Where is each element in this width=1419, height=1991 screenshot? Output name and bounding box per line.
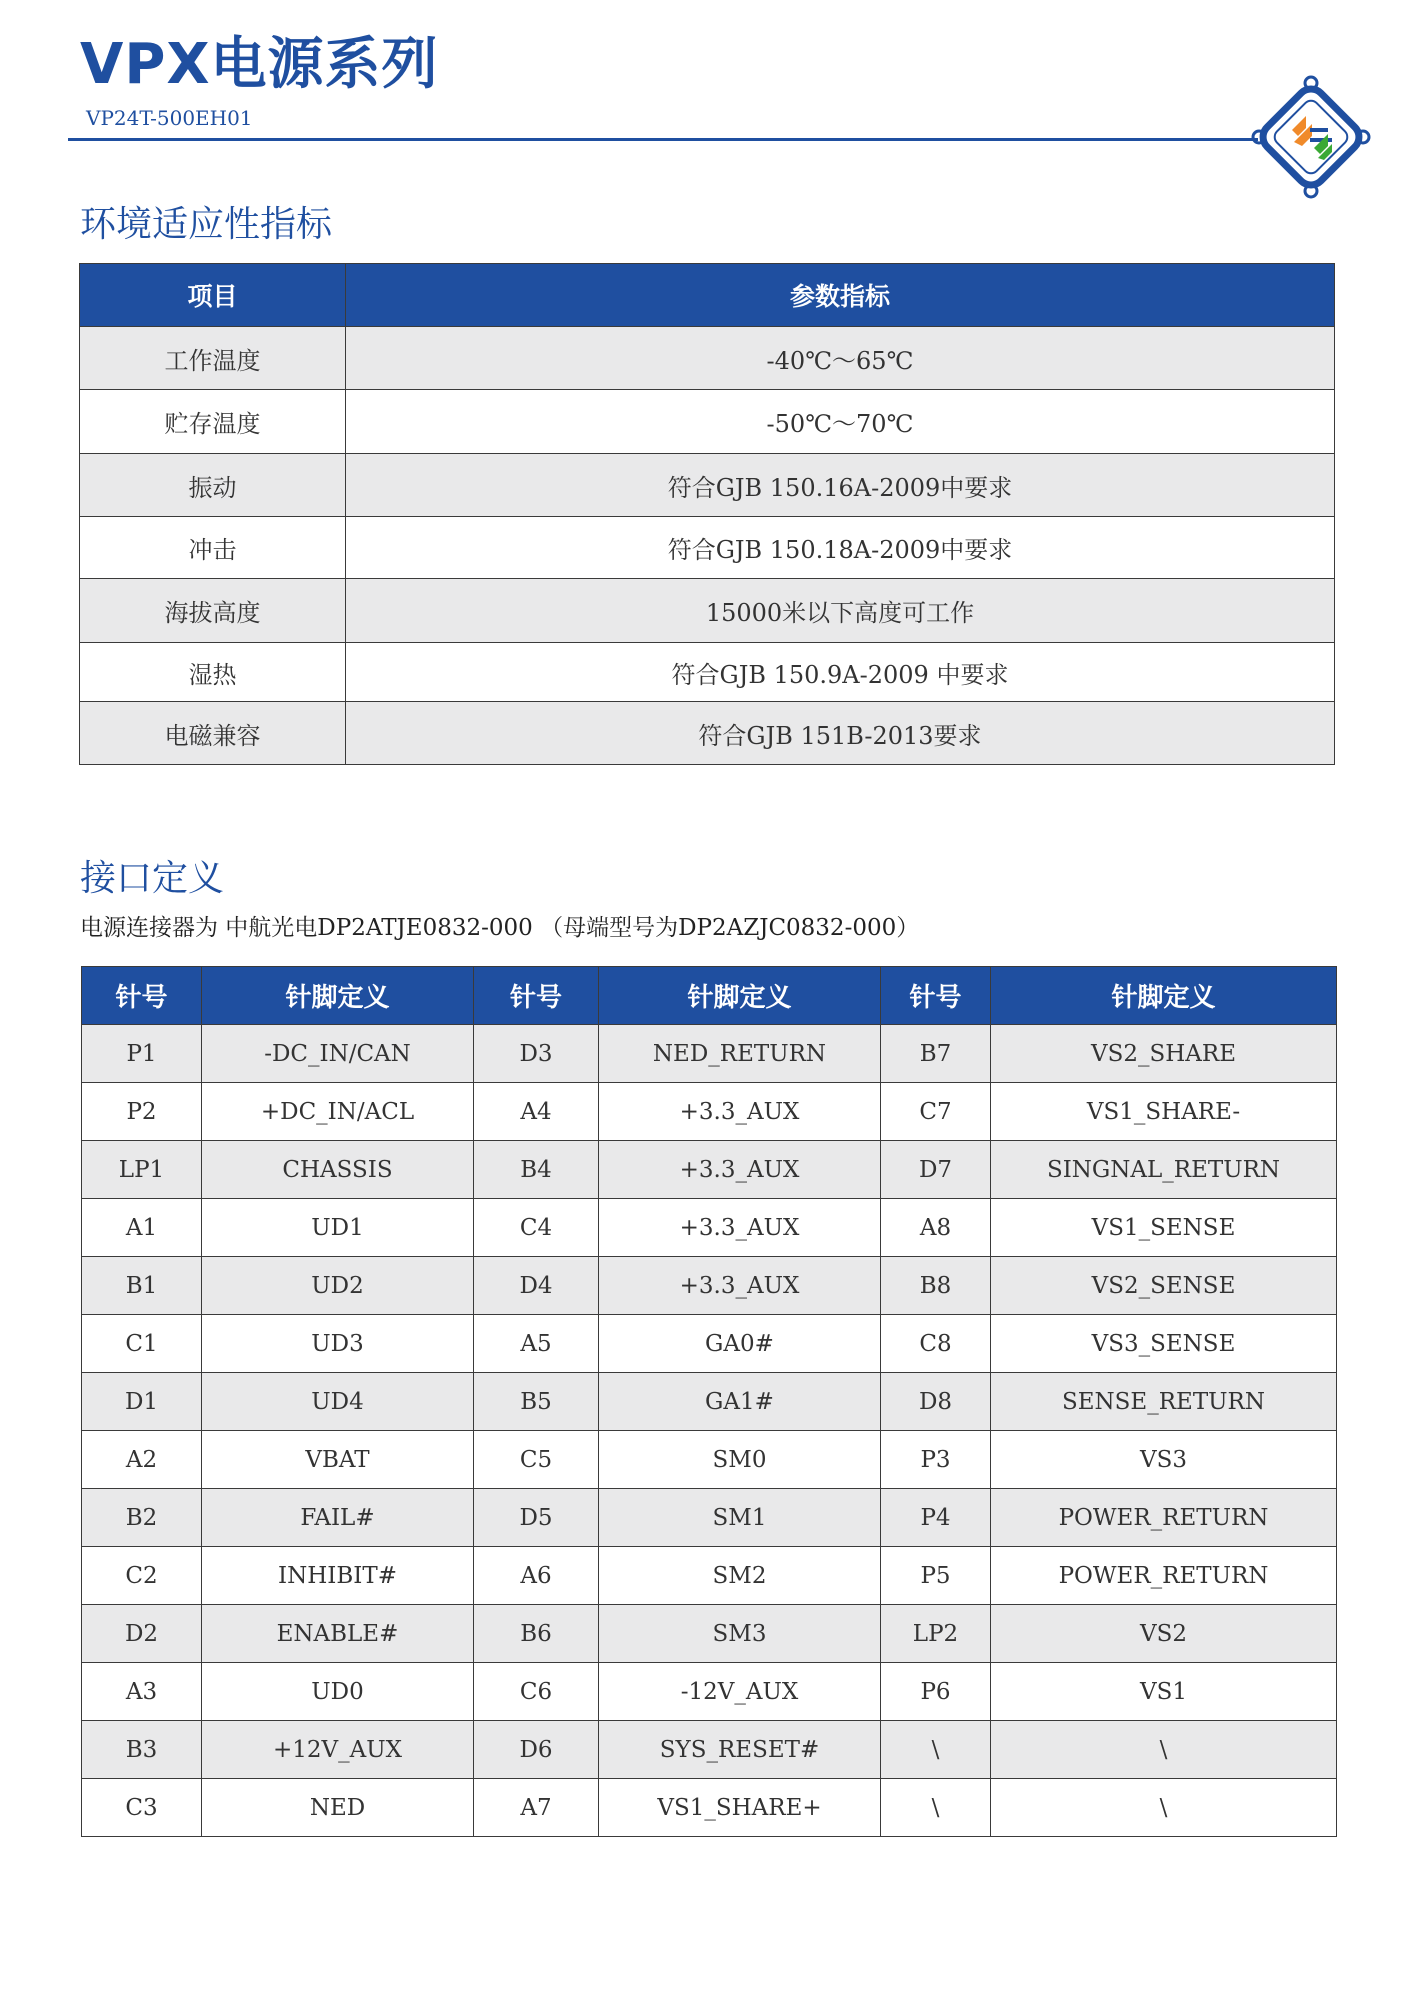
env-item-cell: 贮存温度 — [80, 390, 346, 454]
pin-definition-cell: VS2_SENSE — [991, 1257, 1337, 1315]
env-item-cell: 冲击 — [80, 517, 346, 579]
table-row — [82, 1721, 1337, 1779]
env-section-title: 环境适应性指标 — [80, 204, 333, 245]
pin-number-cell: B2 — [82, 1489, 202, 1547]
table-row — [80, 327, 1335, 390]
pin-definition-cell: VS1 — [991, 1663, 1337, 1721]
table-row — [80, 579, 1335, 643]
pin-number-cell: A1 — [82, 1199, 202, 1257]
env-value-cell: 15000米以下高度可工作 — [346, 579, 1335, 643]
pin-number-cell: P3 — [881, 1431, 991, 1489]
column-header-item: 项目 — [80, 264, 346, 327]
pin-number-cell: C1 — [82, 1315, 202, 1373]
pin-definition-cell: SYS_RESET# — [599, 1721, 881, 1779]
table-header-row — [80, 264, 1335, 327]
env-item-cell: 工作温度 — [80, 327, 346, 390]
pin-number-cell: C4 — [474, 1199, 599, 1257]
pin-definition-cell: VS1_SHARE- — [991, 1083, 1337, 1141]
brand-title: VPX电源系列 — [80, 32, 439, 97]
column-header-definition: 针脚定义 — [991, 967, 1337, 1025]
pin-number-cell: A2 — [82, 1431, 202, 1489]
table-row — [82, 1199, 1337, 1257]
pin-number-cell: A7 — [474, 1779, 599, 1837]
pin-definition-cell: VS2_SHARE — [991, 1025, 1337, 1083]
table-row — [80, 454, 1335, 517]
header-divider — [68, 138, 1258, 141]
table-row — [82, 1373, 1337, 1431]
pin-number-cell: B4 — [474, 1141, 599, 1199]
pin-number-cell: D1 — [82, 1373, 202, 1431]
table-header-row — [82, 967, 1337, 1025]
pin-number-cell: B6 — [474, 1605, 599, 1663]
pin-number-cell: A4 — [474, 1083, 599, 1141]
table-row — [82, 1025, 1337, 1083]
pin-definition-cell: NED — [202, 1779, 474, 1837]
pin-definition-cell: VS2 — [991, 1605, 1337, 1663]
pin-definition-cell: \ — [991, 1779, 1337, 1837]
table-row — [80, 643, 1335, 702]
pin-definition-cell: GA1# — [599, 1373, 881, 1431]
table-row — [82, 1083, 1337, 1141]
pin-number-cell: C3 — [82, 1779, 202, 1837]
pin-definition-cell: ENABLE# — [202, 1605, 474, 1663]
pin-number-cell: D2 — [82, 1605, 202, 1663]
pin-definition-cell: +3.3_AUX — [599, 1257, 881, 1315]
pin-number-cell: C7 — [881, 1083, 991, 1141]
pin-number-cell: A8 — [881, 1199, 991, 1257]
pin-number-cell: B1 — [82, 1257, 202, 1315]
pin-definition-cell: +3.3_AUX — [599, 1199, 881, 1257]
pin-number-cell: C8 — [881, 1315, 991, 1373]
pin-number-cell: A3 — [82, 1663, 202, 1721]
pin-number-cell: D6 — [474, 1721, 599, 1779]
env-value-cell: 符合GJB 150.16A-2009中要求 — [346, 454, 1335, 517]
table-row — [82, 1547, 1337, 1605]
table-row — [82, 1315, 1337, 1373]
pin-definition-cell: -12V_AUX — [599, 1663, 881, 1721]
env-value-cell: 符合GJB 150.9A-2009 中要求 — [346, 643, 1335, 702]
pin-number-cell: D3 — [474, 1025, 599, 1083]
pin-number-cell: P6 — [881, 1663, 991, 1721]
table-row — [80, 390, 1335, 454]
env-spec-table — [79, 263, 1335, 765]
env-value-cell: 符合GJB 151B-2013要求 — [346, 702, 1335, 765]
pin-number-cell: B7 — [881, 1025, 991, 1083]
pin-definition-cell: VS3_SENSE — [991, 1315, 1337, 1373]
pin-number-cell: LP2 — [881, 1605, 991, 1663]
pin-number-cell: C6 — [474, 1663, 599, 1721]
table-row — [82, 1489, 1337, 1547]
column-header-pin: 针号 — [82, 967, 202, 1025]
env-item-cell: 湿热 — [80, 643, 346, 702]
pin-definition-cell: UD3 — [202, 1315, 474, 1373]
column-header-pin: 针号 — [881, 967, 991, 1025]
pin-number-cell: \ — [881, 1779, 991, 1837]
table-row — [82, 1431, 1337, 1489]
pin-number-cell: P1 — [82, 1025, 202, 1083]
pin-definition-cell: +3.3_AUX — [599, 1141, 881, 1199]
pin-definition-cell: -DC_IN/CAN — [202, 1025, 474, 1083]
table-row — [82, 1779, 1337, 1837]
pin-number-cell: P4 — [881, 1489, 991, 1547]
company-logo-icon — [1248, 72, 1374, 202]
pin-number-cell: C5 — [474, 1431, 599, 1489]
pin-number-cell: B5 — [474, 1373, 599, 1431]
pin-definition-cell: VS1_SENSE — [991, 1199, 1337, 1257]
env-item-cell: 电磁兼容 — [80, 702, 346, 765]
model-number: VP24T-500EH01 — [86, 106, 253, 130]
pins-section-title: 接口定义 — [80, 858, 225, 899]
env-item-cell: 海拔高度 — [80, 579, 346, 643]
pin-number-cell: D7 — [881, 1141, 991, 1199]
column-header-pin: 针号 — [474, 967, 599, 1025]
table-row — [82, 1605, 1337, 1663]
env-value-cell: -50℃～70℃ — [346, 390, 1335, 454]
pin-number-cell: \ — [881, 1721, 991, 1779]
table-row — [82, 1257, 1337, 1315]
pin-number-cell: B8 — [881, 1257, 991, 1315]
pin-number-cell: LP1 — [82, 1141, 202, 1199]
pin-number-cell: P5 — [881, 1547, 991, 1605]
pin-definition-cell: UD1 — [202, 1199, 474, 1257]
connector-note: 电源连接器为 中航光电DP2ATJE0832-000 （母端型号为DP2AZJC0832-000） — [80, 915, 920, 941]
env-item-cell: 振动 — [80, 454, 346, 517]
pin-definition-cell: SM3 — [599, 1605, 881, 1663]
pin-definition-cell: SM2 — [599, 1547, 881, 1605]
pin-definition-cell: VBAT — [202, 1431, 474, 1489]
pin-definition-cell: CHASSIS — [202, 1141, 474, 1199]
pin-definition-cell: GA0# — [599, 1315, 881, 1373]
pin-definition-cell: \ — [991, 1721, 1337, 1779]
pin-number-cell: D8 — [881, 1373, 991, 1431]
pin-definition-cell: INHIBIT# — [202, 1547, 474, 1605]
pin-definition-cell: POWER_RETURN — [991, 1489, 1337, 1547]
pin-definition-cell: VS1_SHARE+ — [599, 1779, 881, 1837]
table-row — [80, 702, 1335, 765]
pin-definition-cell: +3.3_AUX — [599, 1083, 881, 1141]
pin-definition-cell: UD4 — [202, 1373, 474, 1431]
table-row — [82, 1141, 1337, 1199]
pin-definition-cell: SM0 — [599, 1431, 881, 1489]
pin-definition-cell: POWER_RETURN — [991, 1547, 1337, 1605]
pin-number-cell: D4 — [474, 1257, 599, 1315]
pin-number-cell: A6 — [474, 1547, 599, 1605]
env-value-cell: 符合GJB 150.18A-2009中要求 — [346, 517, 1335, 579]
pin-definition-cell: SINGNAL_RETURN — [991, 1141, 1337, 1199]
table-row — [82, 1663, 1337, 1721]
pin-definition-cell: NED_RETURN — [599, 1025, 881, 1083]
pin-definition-cell: SENSE_RETURN — [991, 1373, 1337, 1431]
pin-definition-cell: VS3 — [991, 1431, 1337, 1489]
pin-number-cell: D5 — [474, 1489, 599, 1547]
table-row — [80, 517, 1335, 579]
pin-definition-cell: UD0 — [202, 1663, 474, 1721]
pin-definition-cell: UD2 — [202, 1257, 474, 1315]
pin-definition-cell: FAIL# — [202, 1489, 474, 1547]
pin-number-cell: B3 — [82, 1721, 202, 1779]
pin-definition-cell: +DC_IN/ACL — [202, 1083, 474, 1141]
pin-definition-cell: SM1 — [599, 1489, 881, 1547]
env-value-cell: -40℃～65℃ — [346, 327, 1335, 390]
column-header-definition: 针脚定义 — [202, 967, 474, 1025]
pin-definition-table — [81, 966, 1337, 1837]
column-header-definition: 针脚定义 — [599, 967, 881, 1025]
pin-number-cell: A5 — [474, 1315, 599, 1373]
pin-definition-cell: +12V_AUX — [202, 1721, 474, 1779]
column-header-value: 参数指标 — [346, 264, 1335, 327]
pin-number-cell: P2 — [82, 1083, 202, 1141]
pin-number-cell: C2 — [82, 1547, 202, 1605]
